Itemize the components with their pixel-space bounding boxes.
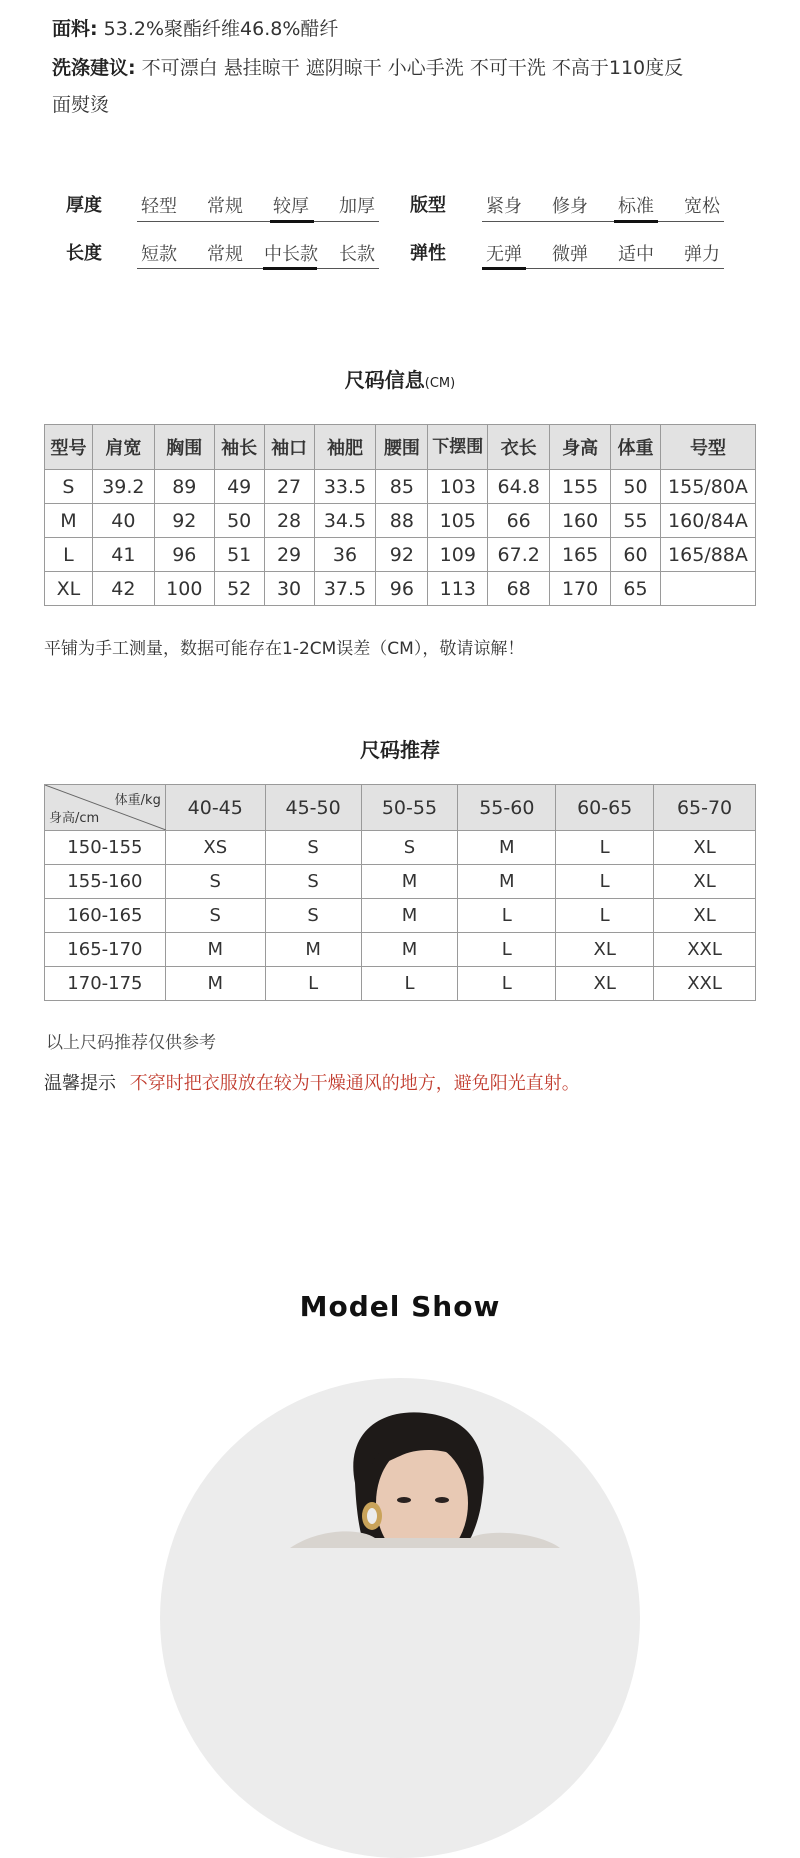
- elasticity-option: 适中: [618, 244, 654, 265]
- fit-option-selected: 标准: [618, 196, 654, 217]
- fabric-line: [52, 20, 338, 39]
- table-cell: M: [361, 899, 458, 933]
- fit-label: 版型: [410, 195, 446, 216]
- table-cell: M: [265, 933, 361, 967]
- table-cell: M: [165, 933, 265, 967]
- table-cell: 60: [611, 538, 661, 572]
- column-header: 袖口: [264, 425, 314, 470]
- table-cell: XL: [654, 831, 756, 865]
- table-cell: M: [361, 865, 458, 899]
- fit-option: 紧身: [486, 196, 522, 217]
- table-cell: 27: [264, 470, 314, 504]
- column-header: 体重: [611, 425, 661, 470]
- table-cell: L: [556, 865, 654, 899]
- care-tip: [44, 1069, 580, 1095]
- table-cell: 66: [488, 504, 550, 538]
- table-cell: 155: [550, 470, 611, 504]
- table-cell: 170: [550, 572, 611, 606]
- length-option-selected: 中长款: [264, 244, 318, 265]
- table-cell: XL: [556, 933, 654, 967]
- row-header: 160-165: [45, 899, 166, 933]
- table-cell: 34.5: [314, 504, 376, 538]
- size-info-unit: (CM): [424, 376, 456, 391]
- table-cell: 36: [314, 538, 376, 572]
- corner-header-cell: [45, 785, 166, 831]
- table-cell: L: [458, 967, 556, 1001]
- table-row: [45, 538, 756, 572]
- table-cell: 92: [376, 538, 428, 572]
- table-cell: S: [165, 865, 265, 899]
- column-header: 下摆围: [428, 425, 488, 470]
- care-tip-label: 温馨提示: [44, 1073, 116, 1094]
- thickness-scale-line: [137, 221, 379, 222]
- table-cell: 33.5: [314, 470, 376, 504]
- table-cell: S: [165, 899, 265, 933]
- table-cell: XXL: [654, 967, 756, 1001]
- column-header: 袖长: [214, 425, 264, 470]
- table-cell: 109: [428, 538, 488, 572]
- table-cell: 113: [428, 572, 488, 606]
- thickness-option: 轻型: [141, 196, 177, 217]
- table-row: [45, 967, 756, 1001]
- column-header: 肩宽: [92, 425, 154, 470]
- table-cell: 85: [376, 470, 428, 504]
- table-cell: M: [45, 504, 93, 538]
- table-cell: 89: [154, 470, 214, 504]
- length-option: 长款: [339, 244, 375, 265]
- fit-selected-marker: [614, 220, 658, 223]
- table-row: [45, 933, 756, 967]
- table-cell: M: [458, 831, 556, 865]
- table-cell: L: [45, 538, 93, 572]
- table-cell: M: [361, 933, 458, 967]
- size-recommend-table: [44, 784, 756, 1001]
- model-photo: [160, 1378, 640, 1858]
- table-cell: 39.2: [92, 470, 154, 504]
- column-header: 袖肥: [314, 425, 376, 470]
- table-cell: 55: [611, 504, 661, 538]
- table-cell: 68: [488, 572, 550, 606]
- table-cell: 28: [264, 504, 314, 538]
- table-cell: XL: [654, 865, 756, 899]
- table-cell: 100: [154, 572, 214, 606]
- table-cell: 30: [264, 572, 314, 606]
- column-header: 号型: [660, 425, 755, 470]
- row-header: 150-155: [45, 831, 166, 865]
- table-header-row: [45, 785, 756, 831]
- table-row: [45, 899, 756, 933]
- wash-value: 不可漂白 悬挂晾干 遮阴晾干 小心手洗 不可干洗 不高于110度反: [141, 57, 684, 79]
- table-cell: L: [556, 831, 654, 865]
- thickness-selected-marker: [270, 220, 314, 223]
- elasticity-option: 弹力: [684, 244, 720, 265]
- thickness-option: 常规: [207, 196, 243, 217]
- table-cell: L: [265, 967, 361, 1001]
- wash-label: 洗涤建议:: [52, 57, 136, 79]
- table-cell: L: [458, 899, 556, 933]
- size-info-table: [44, 424, 756, 606]
- thickness-option: 加厚: [339, 196, 375, 217]
- elasticity-option-selected: 无弹: [486, 244, 522, 265]
- corner-weight-label: 体重/kg: [114, 793, 161, 808]
- column-header: 胸围: [154, 425, 214, 470]
- table-cell: 96: [376, 572, 428, 606]
- table-cell: 105: [428, 504, 488, 538]
- corner-height-label: 身高/cm: [49, 811, 100, 826]
- table-row: [45, 865, 756, 899]
- table-cell: XL: [654, 899, 756, 933]
- column-header: 腰围: [376, 425, 428, 470]
- row-header: 155-160: [45, 865, 166, 899]
- table-cell: 67.2: [488, 538, 550, 572]
- table-cell: 103: [428, 470, 488, 504]
- care-tip-text: 不穿时把衣服放在较为干燥通风的地方，避免阳光直射。: [129, 1073, 580, 1094]
- table-cell: S: [265, 865, 361, 899]
- wash-line: [52, 59, 683, 78]
- fit-option: 宽松: [684, 196, 720, 217]
- table-cell: 88: [376, 504, 428, 538]
- table-cell: M: [458, 865, 556, 899]
- table-cell: S: [361, 831, 458, 865]
- column-header: 55-60: [458, 785, 556, 831]
- length-selected-marker: [263, 267, 317, 270]
- measurement-note: 平铺为手工测量，数据可能存在1-2CM误差（CM），敬请谅解！: [44, 639, 525, 659]
- fit-scale-line: [482, 221, 724, 222]
- table-cell: XXL: [654, 933, 756, 967]
- table-cell: 41: [92, 538, 154, 572]
- column-header: 45-50: [265, 785, 361, 831]
- table-cell: 40: [92, 504, 154, 538]
- table-cell: XL: [45, 572, 93, 606]
- column-header: 身高: [550, 425, 611, 470]
- table-cell: 160: [550, 504, 611, 538]
- table-cell: 52: [214, 572, 264, 606]
- size-recommend-title: 尺码推荐: [360, 738, 440, 762]
- table-cell: 50: [214, 504, 264, 538]
- table-cell: 160/84A: [660, 504, 755, 538]
- table-cell: S: [265, 831, 361, 865]
- table-cell: 165: [550, 538, 611, 572]
- length-label: 长度: [66, 243, 102, 264]
- column-header: 50-55: [361, 785, 458, 831]
- size-info-title: [0, 364, 800, 393]
- table-cell: 155/80A: [660, 470, 755, 504]
- table-cell: L: [556, 899, 654, 933]
- table-cell: 49: [214, 470, 264, 504]
- table-cell: XS: [165, 831, 265, 865]
- table-cell: 51: [214, 538, 264, 572]
- table-cell: S: [45, 470, 93, 504]
- column-header: 40-45: [165, 785, 265, 831]
- table-cell: 42: [92, 572, 154, 606]
- table-cell: 50: [611, 470, 661, 504]
- recommend-note: 以上尺码推荐仅供参考: [46, 1033, 216, 1053]
- fabric-value: 53.2%聚酯纤维46.8%醋纤: [103, 18, 339, 40]
- table-cell: 92: [154, 504, 214, 538]
- model-show-title: Model Show: [299, 1290, 501, 1323]
- wash-value-cont: 面熨烫: [52, 94, 110, 116]
- table-cell: 65: [611, 572, 661, 606]
- fabric-label: 面料:: [52, 18, 98, 40]
- length-scale-line: [137, 268, 379, 269]
- row-header: 165-170: [45, 933, 166, 967]
- fit-option: 修身: [552, 196, 588, 217]
- row-header: 170-175: [45, 967, 166, 1001]
- table-cell: 29: [264, 538, 314, 572]
- length-option: 短款: [141, 244, 177, 265]
- table-cell: [660, 572, 755, 606]
- thickness-option-selected: 较厚: [273, 196, 309, 217]
- table-cell: 165/88A: [660, 538, 755, 572]
- elasticity-option: 微弹: [552, 244, 588, 265]
- column-header: 衣长: [488, 425, 550, 470]
- table-row: [45, 572, 756, 606]
- table-cell: L: [361, 967, 458, 1001]
- table-cell: S: [265, 899, 361, 933]
- table-row: [45, 470, 756, 504]
- elasticity-label: 弹性: [410, 243, 446, 264]
- column-header: 65-70: [654, 785, 756, 831]
- column-header: 型号: [45, 425, 93, 470]
- table-cell: 37.5: [314, 572, 376, 606]
- thickness-label: 厚度: [66, 195, 102, 216]
- size-info-title-text: 尺码信息: [344, 368, 425, 392]
- elasticity-selected-marker: [482, 267, 526, 270]
- table-row: [45, 831, 756, 865]
- table-cell: 64.8: [488, 470, 550, 504]
- column-header: 60-65: [556, 785, 654, 831]
- table-cell: 96: [154, 538, 214, 572]
- table-cell: M: [165, 967, 265, 1001]
- length-option: 常规: [207, 244, 243, 265]
- table-cell: L: [458, 933, 556, 967]
- table-row: [45, 504, 756, 538]
- table-cell: XL: [556, 967, 654, 1001]
- table-header-row: [45, 425, 756, 470]
- model-figure-illustration: [160, 1378, 640, 1548]
